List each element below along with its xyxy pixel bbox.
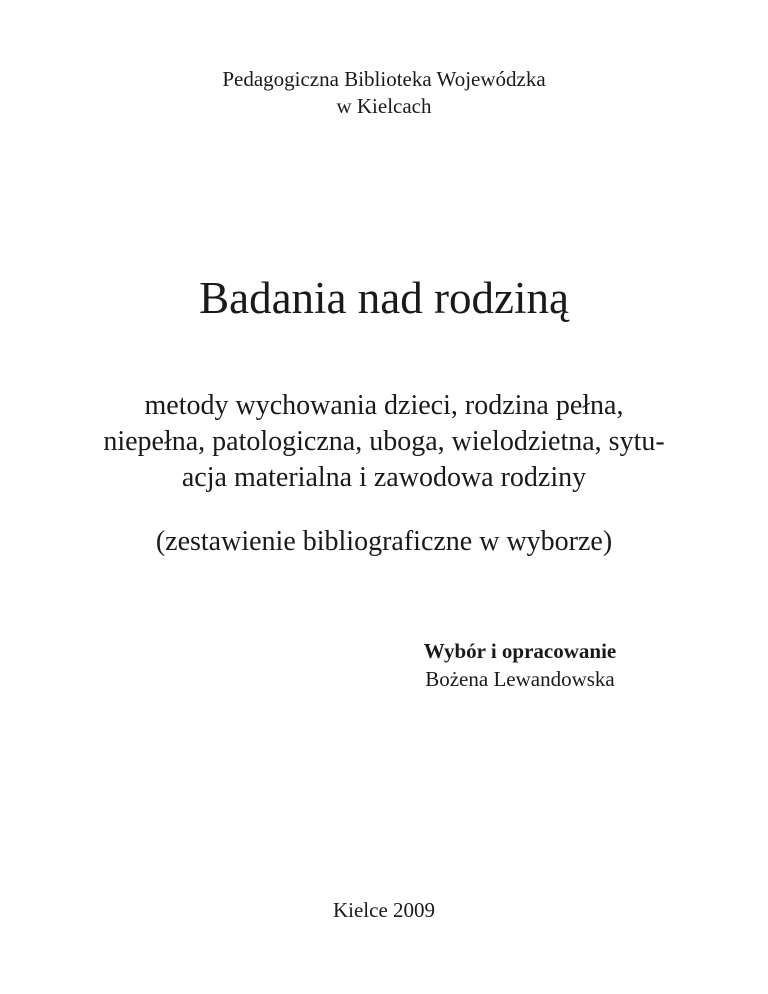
bibliography-note: (zestawienie bibliograficzne w wyborze) bbox=[155, 526, 613, 557]
subtitle-line-2: niepełna, patologiczna, uboga, wielodzietna, sytu- bbox=[103, 426, 665, 457]
author-name: Bożena Lewandowska bbox=[425, 667, 615, 691]
document-title: Badania nad rodziną bbox=[199, 273, 569, 323]
publisher-name: Pedagogiczna Biblioteka Wojewódzka bbox=[222, 67, 546, 91]
imprint: Kielce 2009 bbox=[332, 898, 436, 922]
subtitle-line-1: metody wychowania dzieci, rodzina pełna, bbox=[144, 390, 624, 421]
credits-heading: Wybór i opracowanie bbox=[423, 639, 617, 663]
subtitle-line-3: acja materialna i zawodowa rodziny bbox=[181, 462, 587, 493]
publisher-location: w Kielcach bbox=[336, 94, 432, 118]
